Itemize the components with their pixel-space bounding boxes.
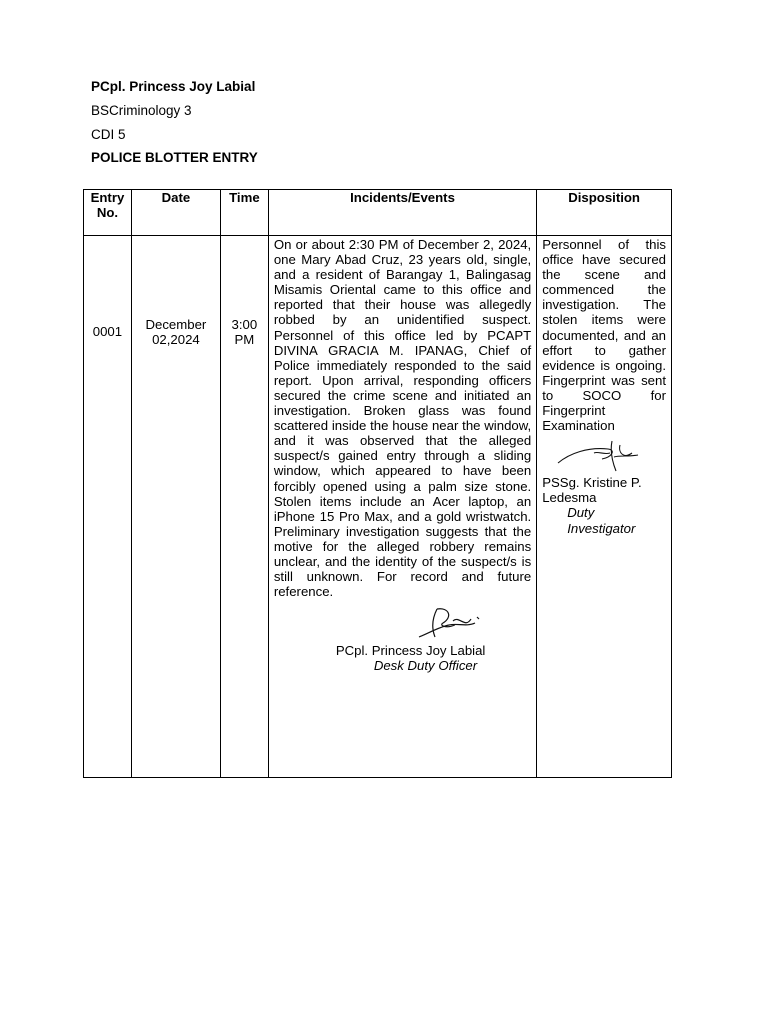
cell-date: December 02,2024 — [131, 236, 220, 778]
cell-disposition — [537, 236, 672, 778]
document-title: POLICE BLOTTER ENTRY — [91, 150, 258, 165]
header-disposition: Disposition — [537, 190, 672, 236]
header-time: Time — [220, 190, 268, 236]
cell-entry-no: 0001 — [84, 236, 132, 778]
cell-time: 3:00 PM — [220, 236, 268, 778]
blotter-table — [83, 189, 672, 778]
desk-officer-name: PCpl. Princess Joy Labial — [335, 643, 486, 659]
cell-incident — [268, 236, 536, 778]
header-entry-no: Entry No. — [84, 190, 132, 236]
table-row — [84, 236, 672, 778]
author-name: PCpl. Princess Joy Labial — [91, 79, 256, 94]
investigator-signature — [554, 439, 666, 475]
investigator-role: Duty Investigator — [567, 505, 636, 536]
incident-narrative: On or about 2:30 PM of December 2, 2024, one Mary Abad Cruz, 23 years old, single, and a resident of Barangay 1, Balingasag Misamis Oriental came to this office and reported that their house was allegedly robbed by an unidentified suspect. Personnel of this office led by PCAPT DIVINA GRACIA M. IPANAG, Chief of Police immediately responded to the said report. Upon arrival, responding officers secured the crime scene and initiated an investigation. Broken glass was found scattered inside the house near the window, and it was observed that the alleged suspect/s gained entry through a sliding window, which appeared to have been forcibly opened using a palm size stone. Stolen items include an Acer laptop, an iPhone 15 Pro Max, and a gold wristwatch. Preliminary investigation suggests that the motive for the alleged robbery remains unclear, and the identity of the suspect/s is still unknown. For record and future reference. — [273, 237, 532, 600]
header-date: Date — [131, 190, 220, 236]
table-header-row — [84, 190, 672, 236]
subject-label: CDI 5 — [91, 127, 126, 142]
desk-officer-role: Desk Duty Officer — [373, 658, 478, 674]
disposition-text: Personnel of this office have secured the scene and commenced the investigation. The stolen items were documented, and an effort to gather evidence is ongoing. Fingerprint was sent to SOCO for Fingerprint Examination — [542, 237, 666, 434]
investigator-name: PSSg. Kristine P. Ledesma — [542, 475, 642, 506]
header-incidents: Incidents/Events — [268, 190, 536, 236]
desk-officer-signature — [409, 603, 531, 643]
course-label: BSCriminology 3 — [91, 103, 192, 118]
